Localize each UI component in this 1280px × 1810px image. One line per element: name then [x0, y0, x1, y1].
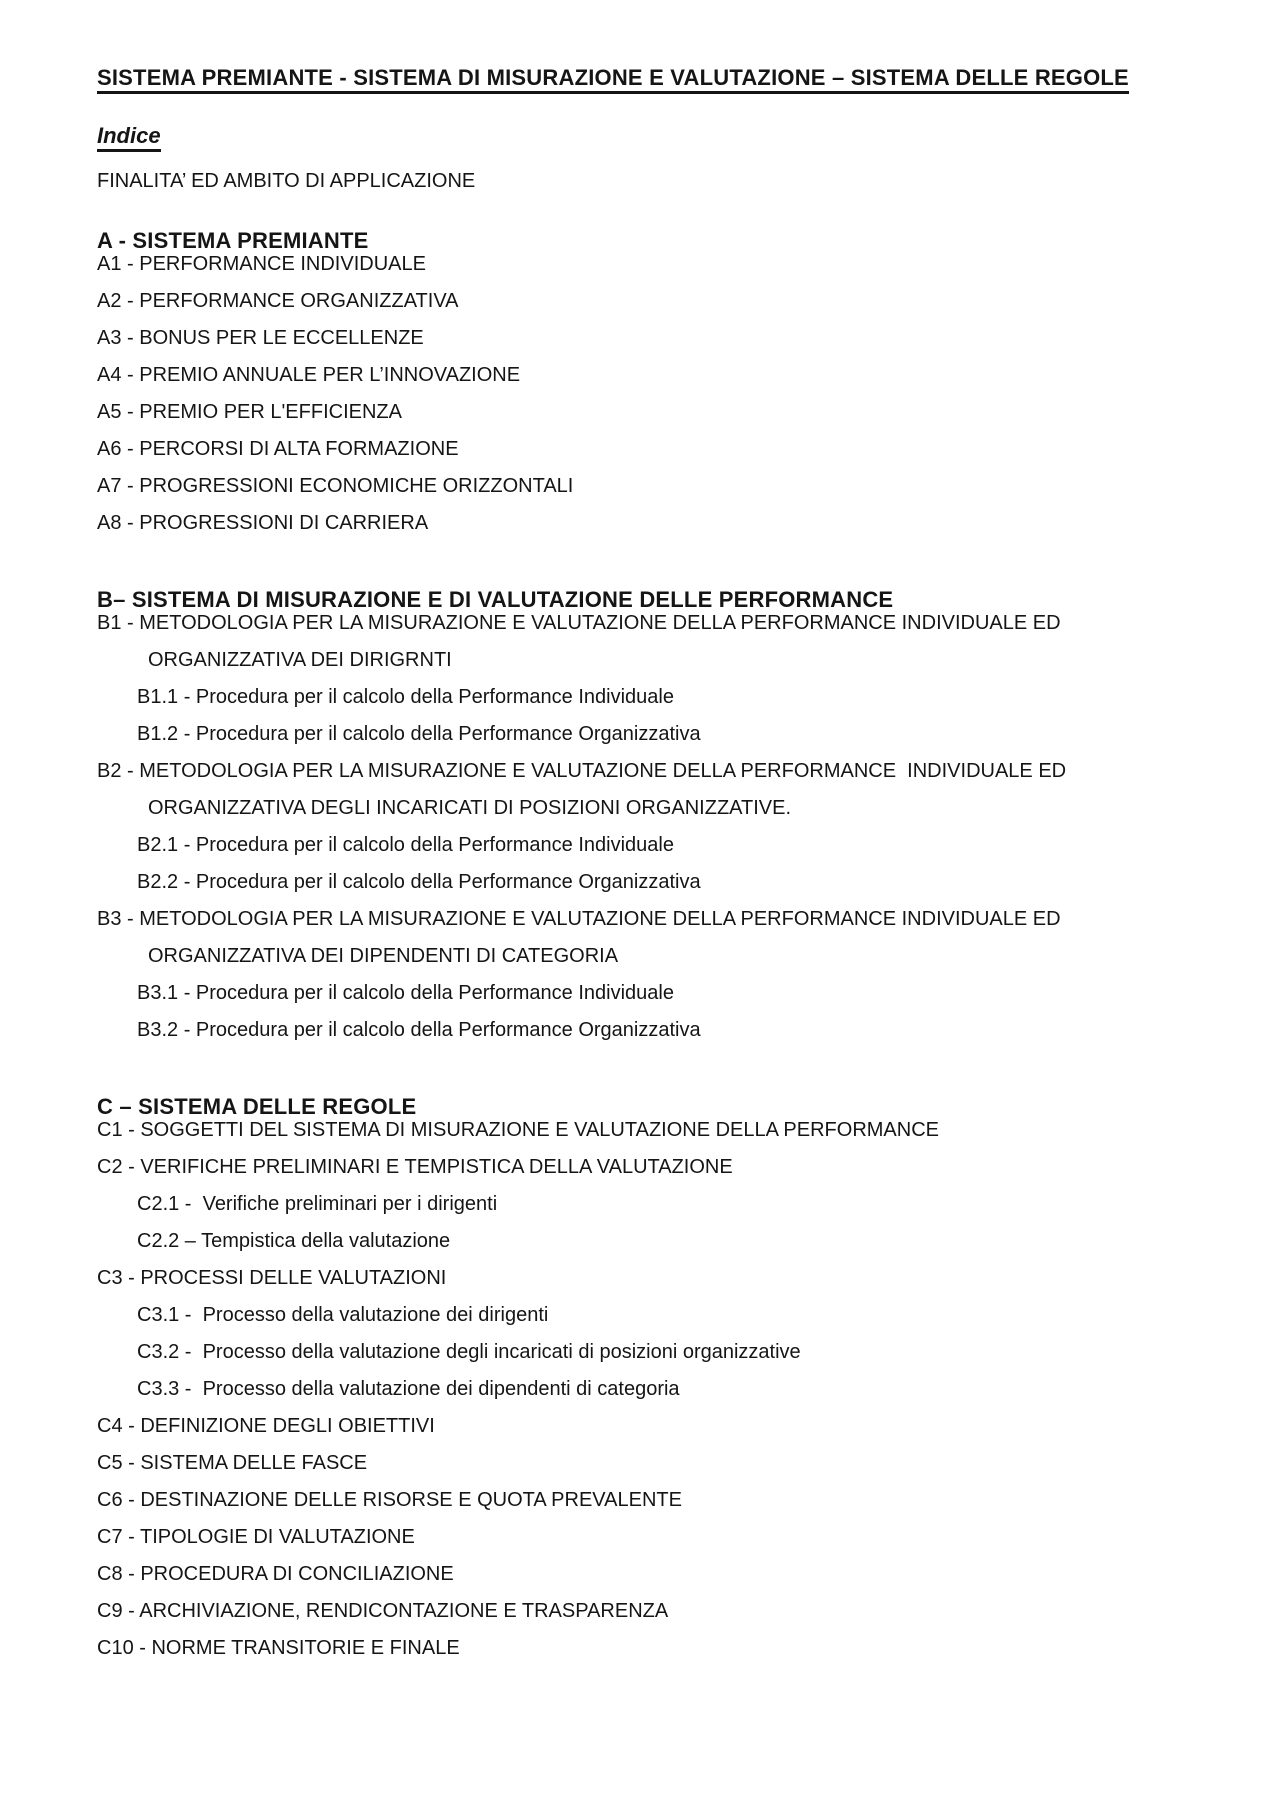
toc-item: C10 - NORME TRANSITORIE E FINALE [97, 1637, 460, 1659]
toc-item: C8 - PROCEDURA DI CONCILIAZIONE [97, 1563, 454, 1585]
toc-item: C7 - TIPOLOGIE DI VALUTAZIONE [97, 1526, 415, 1548]
preamble-line: FINALITA’ ED AMBITO DI APPLICAZIONE [97, 170, 476, 192]
toc-item: B1 - METODOLOGIA PER LA MISURAZIONE E VALUTAZIONE DELLA PERFORMANCE INDIVIDUALE ED [97, 612, 1061, 634]
toc-item: A8 - PROGRESSIONI DI CARRIERA [97, 512, 429, 534]
toc-subitem: C2.2 – Tempistica della valutazione [137, 1230, 451, 1252]
toc-subitem: B3.1 - Procedura per il calcolo della Performance Individuale [137, 982, 674, 1004]
document-title-text: SISTEMA PREMIANTE - SISTEMA DI MISURAZIONE E VALUTAZIONE – SISTEMA DELLE REGOLE [97, 65, 1129, 94]
toc-item: A3 - BONUS PER LE ECCELLENZE [97, 327, 424, 349]
toc-item: B2 - METODOLOGIA PER LA MISURAZIONE E VALUTAZIONE DELLA PERFORMANCE INDIVIDUALE ED [97, 760, 1067, 782]
toc-item: A2 - PERFORMANCE ORGANIZZATIVA [97, 290, 459, 312]
toc-subitem: C3.2 - Processo della valutazione degli incaricati di posizioni organizzative [137, 1341, 801, 1363]
toc-item: A6 - PERCORSI DI ALTA FORMAZIONE [97, 438, 459, 460]
section-heading: A - SISTEMA PREMIANTE [97, 228, 369, 253]
section-heading: B– SISTEMA DI MISURAZIONE E DI VALUTAZIONE DELLE PERFORMANCE [97, 587, 894, 612]
toc-item-continuation: ORGANIZZATIVA DEI DIPENDENTI DI CATEGORIA [148, 945, 619, 967]
toc-item: C9 - ARCHIVIAZIONE, RENDICONTAZIONE E TRASPARENZA [97, 1600, 669, 1622]
toc-subitem: C3.3 - Processo della valutazione dei dipendenti di categoria [137, 1378, 680, 1400]
toc-subitem: B1.2 - Procedura per il calcolo della Performance Organizzativa [137, 723, 701, 745]
index-heading [97, 123, 1225, 148]
toc-item: A1 - PERFORMANCE INDIVIDUALE [97, 253, 426, 275]
toc-item: C3 - PROCESSI DELLE VALUTAZIONI [97, 1267, 447, 1289]
toc-item: A5 - PREMIO PER L'EFFICIENZA [97, 401, 402, 423]
toc-item: C1 - SOGGETTI DEL SISTEMA DI MISURAZIONE E VALUTAZIONE DELLA PERFORMANCE [97, 1119, 940, 1141]
toc-subitem: B2.2 - Procedura per il calcolo della Performance Organizzativa [137, 871, 701, 893]
toc-subitem: B2.1 - Procedura per il calcolo della Performance Individuale [137, 834, 674, 856]
toc-item-continuation: ORGANIZZATIVA DEGLI INCARICATI DI POSIZIONI ORGANIZZATIVE. [148, 797, 792, 819]
toc-item: C2 - VERIFICHE PRELIMINARI E TEMPISTICA DELLA VALUTAZIONE [97, 1156, 733, 1178]
toc-subitem: C2.1 - Verifiche preliminari per i dirigenti [137, 1193, 498, 1215]
section-heading: C – SISTEMA DELLE REGOLE [97, 1094, 417, 1119]
toc-item: C5 - SISTEMA DELLE FASCE [97, 1452, 368, 1474]
toc-subitem: B3.2 - Procedura per il calcolo della Performance Organizzativa [137, 1019, 701, 1041]
toc-item-continuation: ORGANIZZATIVA DEI DIRIGRNTI [148, 649, 452, 671]
toc-item: A4 - PREMIO ANNUALE PER L’INNOVAZIONE [97, 364, 521, 386]
toc-subitem: C3.1 - Processo della valutazione dei dirigenti [137, 1304, 549, 1326]
toc-subitem: B1.1 - Procedura per il calcolo della Performance Individuale [137, 686, 674, 708]
toc [97, 228, 1225, 1660]
toc-item: A7 - PROGRESSIONI ECONOMICHE ORIZZONTALI [97, 475, 574, 497]
toc-item: B3 - METODOLOGIA PER LA MISURAZIONE E VALUTAZIONE DELLA PERFORMANCE INDIVIDUALE ED [97, 908, 1061, 930]
toc-item: C6 - DESTINAZIONE DELLE RISORSE E QUOTA PREVALENTE [97, 1489, 682, 1511]
document-title [97, 65, 1225, 90]
index-heading-text: Indice [97, 123, 161, 152]
toc-item: C4 - DEFINIZIONE DEGLI OBIETTIVI [97, 1415, 435, 1437]
